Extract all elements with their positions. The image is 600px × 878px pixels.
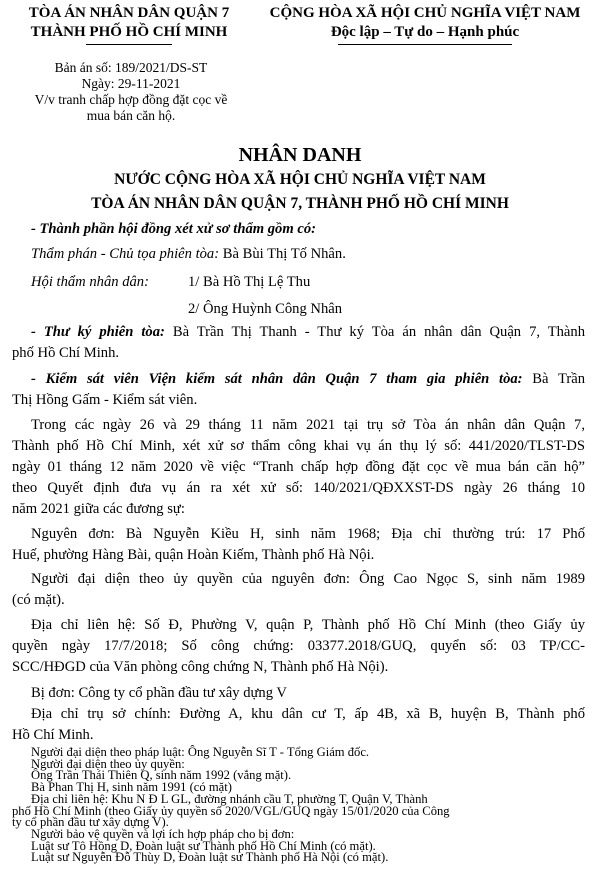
assessor-1: 1/ Bà Hồ Thị Lệ Thu <box>188 274 311 290</box>
def-contact-line-3: ty cổ phần đầu tư xây dựng V). <box>12 815 169 830</box>
title-sub-2: TÒA ÁN NHÂN DÂN QUẬN 7, THÀNH PHỐ HỒ CHÍ MINH <box>91 195 509 212</box>
clerk-text-1: Bà Trần Thị Thanh - Thư ký Tòa án nhân dân Quận 7, Thành <box>164 324 586 340</box>
rep-1-line: Ông Trần Thái Thiên Q, sinh năm 1992 (vắng mặt). <box>31 768 292 783</box>
legal-rep-line: Người đại diện theo pháp luật: Ông Nguyễn Sĩ T - Tổng Giám đốc. <box>31 745 370 759</box>
national-heading <box>252 4 598 42</box>
case-info <box>0 60 262 124</box>
rep-2-line: Bà Phan Thị H, sinh năm 1991 (có mặt) <box>31 780 232 795</box>
court-underline <box>86 44 172 45</box>
plaintiff-line-1: Nguyên đơn: Bà Nguyễn Kiều H, sinh năm 1968; Địa chỉ thường trú: 17 Phố <box>31 526 585 542</box>
panel-heading: - Thành phần hội đồng xét xử sơ thẩm gồm có: <box>31 221 316 237</box>
judge-name: Bà Bùi Thị Tố Nhân. <box>219 246 346 262</box>
plaintiff-rep-line-2: (có mặt). <box>12 592 65 608</box>
trial-line-3: ngày 01 tháng 12 năm 2020 về việc “Tranh chấp hợp đồng đặt cọc về mua bán căn hộ” <box>12 459 585 475</box>
clerk-line-1 <box>31 322 585 342</box>
trial-line-2: Thành phố Hồ Chí Minh, xét xử sơ thẩm công khai vụ án thụ lý số: 441/2020/TLST-DS <box>12 438 585 454</box>
def-contact-line-2: phố Hồ Chí Minh (theo Giấy ủy quyền số 2020/VGL/GUQ ngày 15/01/2020 của Công <box>12 803 450 818</box>
trial-line-4: theo Quyết định đưa vụ án ra xét xử số: 140/2021/QĐXXST-DS ngày 26 tháng 10 <box>12 480 585 496</box>
auth-rep-line: Người đại diện theo ủy quyền: <box>31 756 185 771</box>
assessor-2: 2/ Ông Huỳnh Công Nhân <box>188 301 343 317</box>
prosecutor-line-1 <box>31 369 585 389</box>
motto-underline <box>338 44 512 45</box>
prosecutor-text-2: Thị Hồng Gấm - Kiểm sát viên. <box>12 392 198 408</box>
assessor-label: Hội thẩm nhân dân: <box>31 274 149 290</box>
case-subject-2: mua bán căn hộ. <box>86 108 176 123</box>
contact-line-1: Địa chỉ liên hệ: Số Đ, Phường V, quận P, Thành phố Hồ Chí Minh (theo Giấy ủy <box>31 617 585 633</box>
title-sub-1: NƯỚC CỘNG HÒA XÃ HỘI CHỦ NGHĨA VIỆT NAM <box>114 171 486 188</box>
plaintiff-line-2: Huế, phường Hàng Bài, quận Hoàn Kiếm, Thành phố Hà Nội. <box>12 547 375 563</box>
case-subject-1: V/v tranh chấp hợp đồng đặt cọc về <box>34 92 228 107</box>
hq-line-1: Địa chỉ trụ sở chính: Đường A, khu dân cư T, ấp 4B, xã B, huyện B, Thành phố <box>31 706 585 722</box>
prosecutor-label: - Kiểm sát viên Viện kiểm sát nhân dân Quận 7 tham gia phiên tòa: <box>31 371 523 387</box>
plaintiff-rep-line-1: Người đại diện theo ủy quyền của nguyên đơn: Ông Cao Ngọc S, sinh năm 1989 <box>31 571 585 587</box>
title-main: NHÂN DANH <box>238 144 362 166</box>
prosecutor-text-1: Bà Trần <box>522 371 585 387</box>
clerk-text-2: phố Hồ Chí Minh. <box>12 345 120 361</box>
protector-line: Người bảo vệ quyền và lợi ích hợp pháp cho bị đơn: <box>31 826 295 841</box>
trial-line-1: Trong các ngày 26 và 29 tháng 11 năm 2021 tại trụ sở Tòa án nhân dân Quận 7, <box>31 417 585 433</box>
judge-line <box>31 244 346 264</box>
nation-line-2: Độc lập – Tự do – Hạnh phúc <box>330 24 520 40</box>
case-date: Ngày: 29-11-2021 <box>81 76 181 91</box>
lawyer-1-line: Luật sư Tô Hồng D, Đoàn luật sư Thành phố Hồ Chí Minh (có mặt). <box>31 838 376 853</box>
court-name <box>6 4 252 42</box>
contact-line-2: quyền ngày 17/7/2018; Số công chứng: 03377.2018/GUQ, quyển số: 03 TP/CC- <box>12 638 585 654</box>
trial-line-5: năm 2021 giữa các đương sự: <box>12 501 185 517</box>
def-contact-line-1: Địa chỉ liên hệ: Khu N Đ L GL, đường nhánh cầu T, phường T, Quận V, Thành <box>31 791 428 806</box>
case-number: Bản án số: 189/2021/DS-ST <box>54 60 208 75</box>
lawyer-2-line: Luật sư Nguyễn Đỗ Thùy D, Đoàn luật sư Thành phố Hà Nội (có mặt). <box>31 850 389 865</box>
clerk-label: - Thư ký phiên tòa: <box>31 324 165 340</box>
nation-line-1: CỘNG HÒA XÃ HỘI CHỦ NGHĨA VIỆT NAM <box>269 5 581 21</box>
court-line-2: THÀNH PHỐ HỒ CHÍ MINH <box>30 24 228 40</box>
judge-label: Thẩm phán - Chủ tọa phiên tòa: <box>31 246 220 262</box>
defendant-line: Bị đơn: Công ty cổ phần đầu tư xây dựng V <box>31 685 287 701</box>
court-line-1: TÒA ÁN NHÂN DÂN QUẬN 7 <box>28 5 230 21</box>
hq-line-2: Hồ Chí Minh. <box>12 727 94 743</box>
contact-line-3: SCC/HĐGD của Văn phòng công chứng N, Thành phố Hà Nội). <box>12 659 389 675</box>
